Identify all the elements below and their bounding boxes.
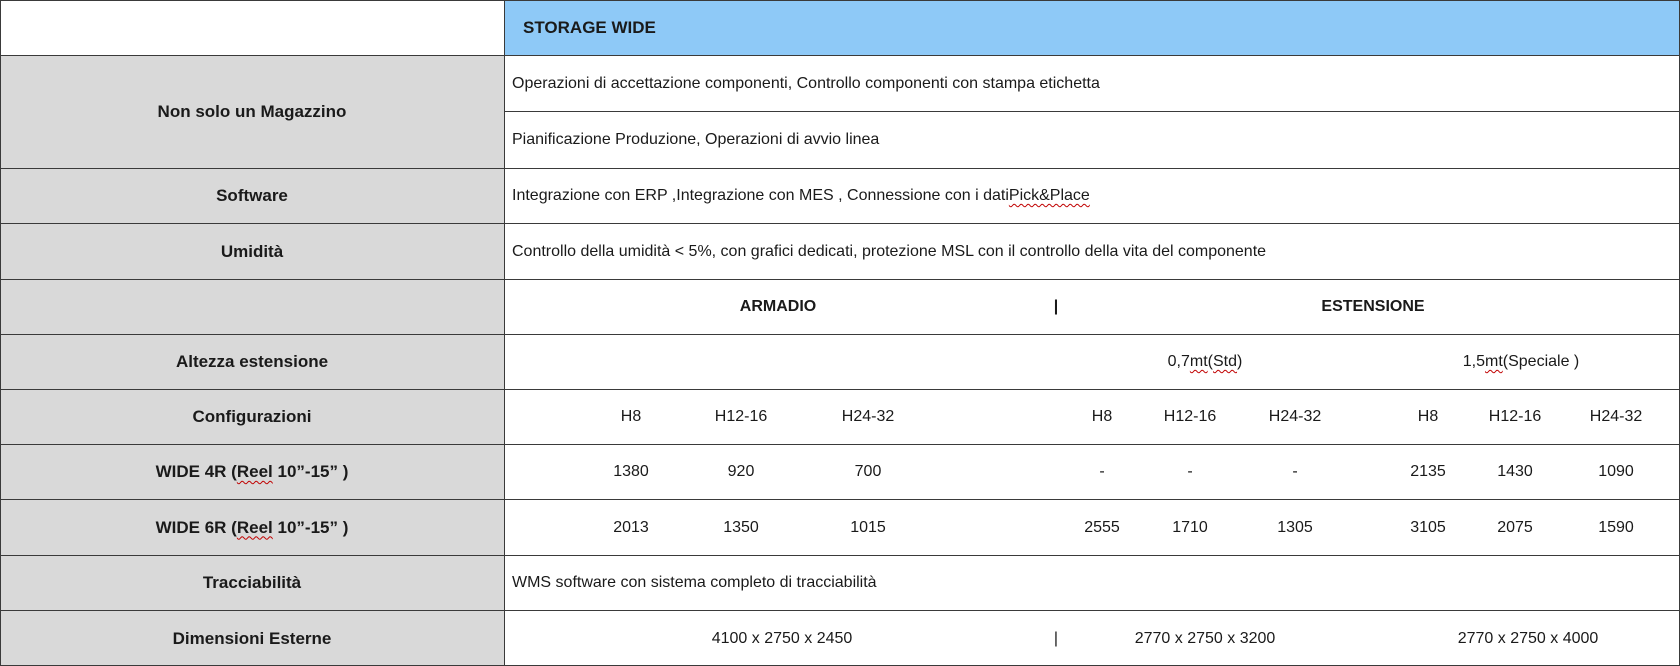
config-cell: H24-32 <box>1268 408 1322 425</box>
value-cell: - <box>1292 463 1298 480</box>
altezza-std-close: ) <box>1237 353 1243 370</box>
altezza-std-label: Std <box>1213 353 1238 370</box>
row-non-solo <box>0 56 1680 169</box>
label-umidita: Umidità <box>0 224 505 279</box>
altezza-std-paren: ( <box>1207 353 1214 370</box>
non-solo-text-2: Pianificazione Produzione, Operazioni di avvio linea <box>512 131 880 148</box>
value-cell: 1710 <box>1172 518 1208 536</box>
config-cell: H24-32 <box>841 408 895 425</box>
row-dimensioni <box>0 611 1680 666</box>
software-pickplace: Pick&Place <box>1008 187 1090 204</box>
label-dimensioni: Dimensioni Esterne <box>0 611 505 666</box>
row-configurazioni <box>0 390 1680 445</box>
value-cell: 2013 <box>613 518 649 536</box>
value-cell: 1590 <box>1598 518 1634 536</box>
header-empty-cell <box>0 0 505 55</box>
altezza-std-value: 0,7 <box>1167 353 1190 370</box>
altezza-spec-value: 1,5 <box>1462 353 1485 370</box>
software-text-main: Integrazione con ERP ,Integrazione con MES , Connessione con i dati <box>512 187 1009 204</box>
label-sections-empty <box>0 280 505 334</box>
row-altezza <box>0 335 1680 390</box>
dimensioni-cell <box>505 611 1680 666</box>
header-title-cell <box>505 0 1680 55</box>
value-cell: - <box>1099 463 1105 480</box>
altezza-speciale <box>1463 335 1580 389</box>
label-altezza: Altezza estensione <box>0 335 505 389</box>
altezza-spec-unit: mt <box>1484 353 1503 370</box>
config-cell: H12-16 <box>714 408 768 425</box>
wide6r-prefix: WIDE 6R ( <box>155 517 237 537</box>
label-wide-4r <box>0 445 505 499</box>
altezza-std-unit: mt <box>1189 353 1208 370</box>
config-cell: H24-32 <box>1589 408 1643 425</box>
row-wide-6r <box>0 500 1680 556</box>
umidita-text: Controllo della umidità < 5%, con grafici dedicati, protezione MSL con il controllo della vita del componente <box>512 242 1267 260</box>
wide6r-suffix: 10”-15” ) <box>272 517 349 537</box>
non-solo-content <box>505 56 1680 168</box>
value-cell: 920 <box>727 463 755 480</box>
wide6r-reel: Reel <box>236 517 273 537</box>
tracciabilita-cell <box>505 556 1680 610</box>
label-software: Software <box>0 169 505 223</box>
non-solo-line-1 <box>505 56 1680 112</box>
dim-speciale: 2770 x 2750 x 4000 <box>1457 629 1599 647</box>
dim-armadio: 4100 x 2750 x 2450 <box>711 629 853 647</box>
section-estensione: ESTENSIONE <box>1321 298 1425 315</box>
wide4r-suffix: 10”-15” ) <box>272 462 349 481</box>
label-configurazioni: Configurazioni <box>0 390 505 444</box>
section-separator: | <box>1053 298 1059 315</box>
value-cell: 2135 <box>1410 463 1446 480</box>
value-cell: 2075 <box>1497 518 1533 536</box>
dim-separator: | <box>1053 629 1059 647</box>
value-cell: 1380 <box>613 463 649 480</box>
value-cell: 1305 <box>1277 518 1313 536</box>
value-cell: 1090 <box>1598 463 1634 480</box>
row-umidita <box>0 224 1680 280</box>
non-solo-text-1: Operazioni di accettazione componenti, Controllo componenti con stampa etichetta <box>512 74 1100 92</box>
sections-cell <box>505 280 1680 334</box>
value-cell: 3105 <box>1410 518 1446 536</box>
config-cell: H8 <box>1417 408 1439 425</box>
altezza-spec-label: (Speciale ) <box>1502 353 1580 370</box>
table-title: STORAGE WIDE <box>523 17 656 37</box>
value-cell: 700 <box>854 463 882 480</box>
row-wide-4r <box>0 445 1680 500</box>
tracciabilita-text: WMS software con sistema completo di tracciabilità <box>512 574 877 591</box>
wide4r-prefix: WIDE 4R ( <box>155 462 237 481</box>
row-tracciabilita <box>0 556 1680 611</box>
non-solo-line-2 <box>505 112 1680 168</box>
dim-std: 2770 x 2750 x 3200 <box>1134 629 1276 647</box>
value-cell: 1350 <box>723 518 759 536</box>
config-cell: H8 <box>620 408 642 425</box>
label-wide-6r <box>0 500 505 555</box>
value-cell: - <box>1187 463 1193 480</box>
altezza-std <box>1168 335 1243 389</box>
config-cell: H12-16 <box>1488 408 1542 425</box>
row-software <box>0 169 1680 224</box>
header-row <box>0 0 1680 56</box>
umidita-cell <box>505 224 1680 279</box>
section-armadio: ARMADIO <box>739 298 817 315</box>
label-tracciabilita: Tracciabilità <box>0 556 505 610</box>
wide4r-reel: Reel <box>236 462 273 481</box>
config-cell: H12-16 <box>1163 408 1217 425</box>
row-sections <box>0 280 1680 335</box>
value-cell: 2555 <box>1084 518 1120 536</box>
configurazioni-cell <box>505 390 1680 444</box>
config-cell: H8 <box>1091 408 1113 425</box>
value-cell: 1015 <box>850 518 886 536</box>
wide-4r-values <box>505 445 1680 499</box>
software-cell <box>505 169 1680 223</box>
label-non-solo: Non solo un Magazzino <box>0 56 505 168</box>
software-text <box>512 169 1090 223</box>
wide-6r-values <box>505 500 1680 555</box>
altezza-cell <box>505 335 1680 389</box>
value-cell: 1430 <box>1497 463 1533 480</box>
